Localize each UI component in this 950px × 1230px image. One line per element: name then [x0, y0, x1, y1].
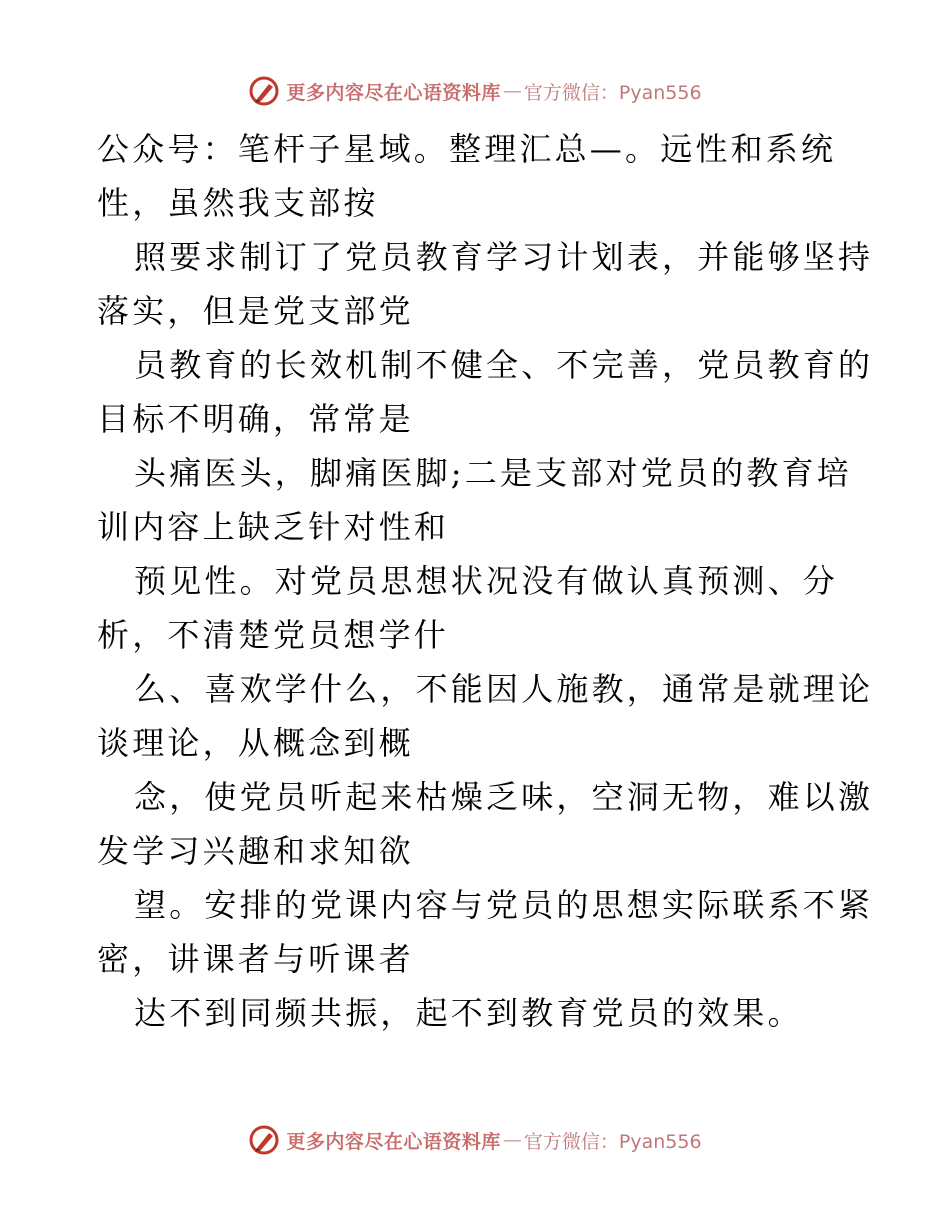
text-line: 落实，但是党支部党 — [97, 292, 414, 330]
header-dash: — — [502, 80, 522, 102]
text-line: 析，不清楚党员想学什 — [97, 616, 450, 654]
text-line: 员教育的长效机制不健全、不完善，党员教育的 — [134, 346, 874, 384]
text-line: 性，虽然我支部按 — [97, 184, 379, 222]
header-wechat-text: 官方微信：Pyan556 — [523, 81, 702, 104]
text-line: 公众号：笔杆子星域。整理汇总—。远性和系统 — [97, 130, 837, 168]
footer-wechat-text: 官方微信：Pyan556 — [523, 1130, 702, 1153]
header-banner — [0, 71, 950, 111]
text-line: 么、喜欢学什么，不能因人施教，通常是就理论 — [134, 670, 874, 708]
footer-dash: — — [502, 1129, 522, 1151]
header-site-text: 更多内容尽在心语资料库 — [286, 81, 501, 104]
text-line: 目标不明确，常常是 — [97, 400, 414, 438]
text-line: 训内容上缺乏针对性和 — [97, 508, 450, 546]
pen-logo-icon — [248, 1124, 280, 1156]
pen-logo-icon — [248, 75, 280, 107]
text-line: 达不到同频共振，起不到教育党员的效果。 — [134, 994, 803, 1032]
text-line: 发学习兴趣和求知欲 — [97, 832, 414, 870]
text-line: 谈理论，从概念到概 — [97, 724, 414, 762]
text-line: 念，使党员听起来枯燥乏味，空洞无物，难以激 — [134, 778, 874, 816]
text-line: 望。安排的党课内容与党员的思想实际联系不紧 — [134, 886, 874, 924]
text-line: 头痛医头，脚痛医脚;二是支部对党员的教育培 — [134, 454, 852, 492]
footer-site-text: 更多内容尽在心语资料库 — [286, 1130, 501, 1153]
text-line: 密，讲课者与听课者 — [97, 940, 414, 978]
text-line: 预见性。对党员思想状况没有做认真预测、分 — [134, 562, 839, 600]
text-line: 照要求制订了党员教育学习计划表，并能够坚持 — [134, 238, 874, 276]
footer-banner — [0, 1120, 950, 1160]
document-body — [97, 122, 874, 1040]
